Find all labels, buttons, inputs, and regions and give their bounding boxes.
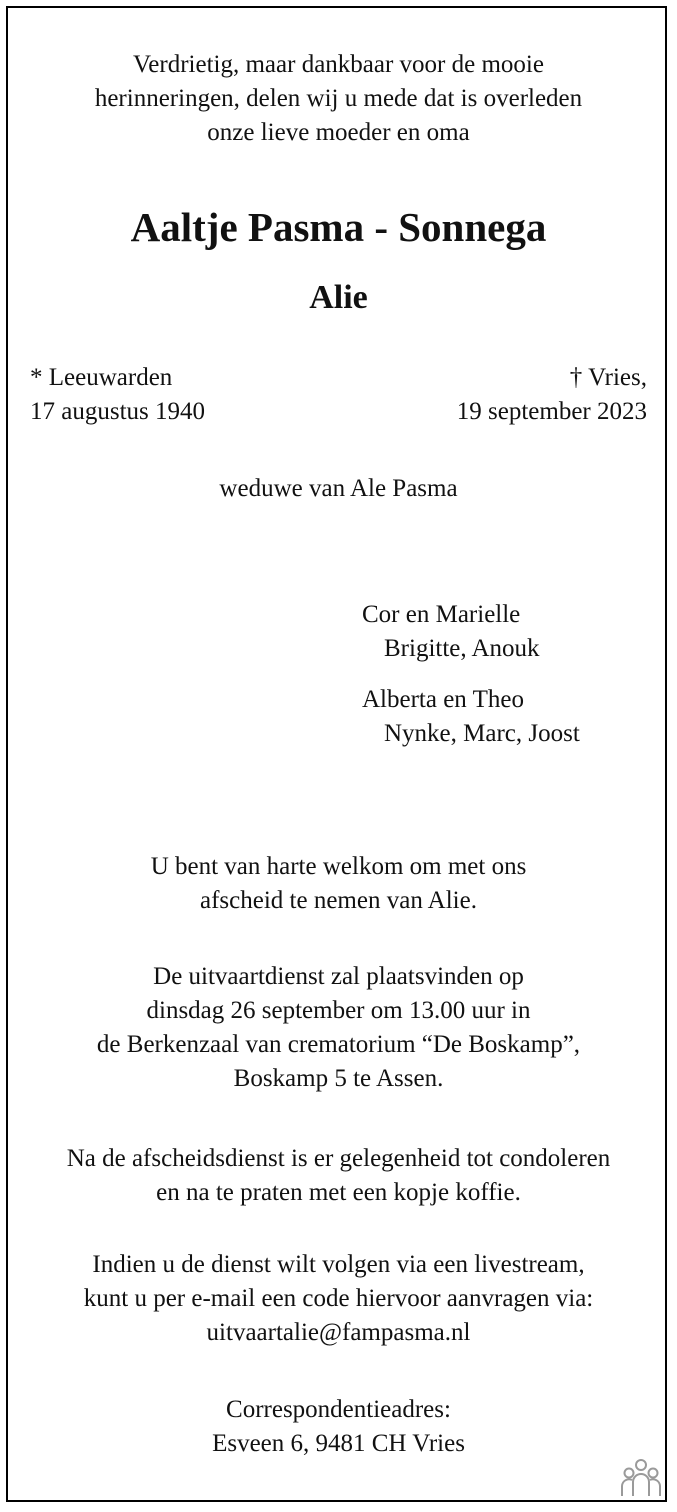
family-list	[362, 598, 580, 751]
intro-line: herinneringen, delen wij u mede dat is overleden	[94, 85, 583, 112]
welcome-text	[0, 850, 677, 918]
service-info	[0, 960, 677, 1096]
death-info	[457, 361, 647, 429]
deceased-nickname: Alie	[309, 279, 368, 316]
service-line: Boskamp 5 te Assen.	[233, 1065, 444, 1092]
welcome-line: U bent van harte welkom om met ons	[150, 853, 527, 880]
welcome-line: afscheid te nemen van Alie.	[200, 887, 477, 914]
livestream-line: kunt u per e-mail een code hiervoor aanvragen via:	[83, 1285, 594, 1312]
widow-of	[0, 472, 677, 506]
livestream-email[interactable]: uitvaartalie@fampasma.nl	[206, 1319, 471, 1346]
intro-line: onze lieve moeder en oma	[207, 119, 470, 146]
livestream-line: Indien u de dienst wilt volgen via een livestream,	[92, 1251, 585, 1278]
condolence-line: Na de afscheidsdienst is er gelegenheid tot condoleren	[66, 1145, 611, 1172]
address-line: Esveen 6, 9481 CH Vries	[212, 1430, 465, 1457]
people-group-icon	[620, 1456, 662, 1498]
condolence-line: en na te praten met een kopje koffie.	[156, 1179, 521, 1206]
widow-of-text: weduwe van Ale Pasma	[219, 475, 458, 502]
service-line: dinsdag 26 september om 13.00 uur in	[146, 997, 531, 1024]
birth-info	[30, 361, 205, 429]
family-group	[362, 598, 580, 666]
family-parents: Alberta en Theo	[362, 686, 524, 713]
deceased-name: Aaltje Pasma - Sonnega	[130, 204, 547, 250]
address-label: Correspondentieadres:	[226, 1396, 451, 1423]
family-grandchildren: Nynke, Marc, Joost	[384, 720, 580, 747]
death-place: † Vries,	[569, 364, 647, 391]
correspondence-address	[0, 1393, 677, 1461]
family-grandchildren: Brigitte, Anouk	[384, 635, 540, 662]
family-parents: Cor en Marielle	[362, 601, 521, 628]
intro-text	[0, 48, 677, 150]
intro-line: Verdrietig, maar dankbaar voor de mooie	[133, 51, 544, 78]
condolence-info	[0, 1142, 677, 1210]
family-group	[362, 683, 580, 751]
birth-place: * Leeuwarden	[30, 364, 173, 391]
birth-date: 17 augustus 1940	[30, 398, 205, 425]
service-line: de Berkenzaal van crematorium “De Boskamp”,	[96, 1031, 581, 1058]
service-line: De uitvaartdienst zal plaatsvinden op	[153, 963, 524, 990]
death-date: 19 september 2023	[456, 398, 647, 425]
livestream-info	[0, 1248, 677, 1350]
